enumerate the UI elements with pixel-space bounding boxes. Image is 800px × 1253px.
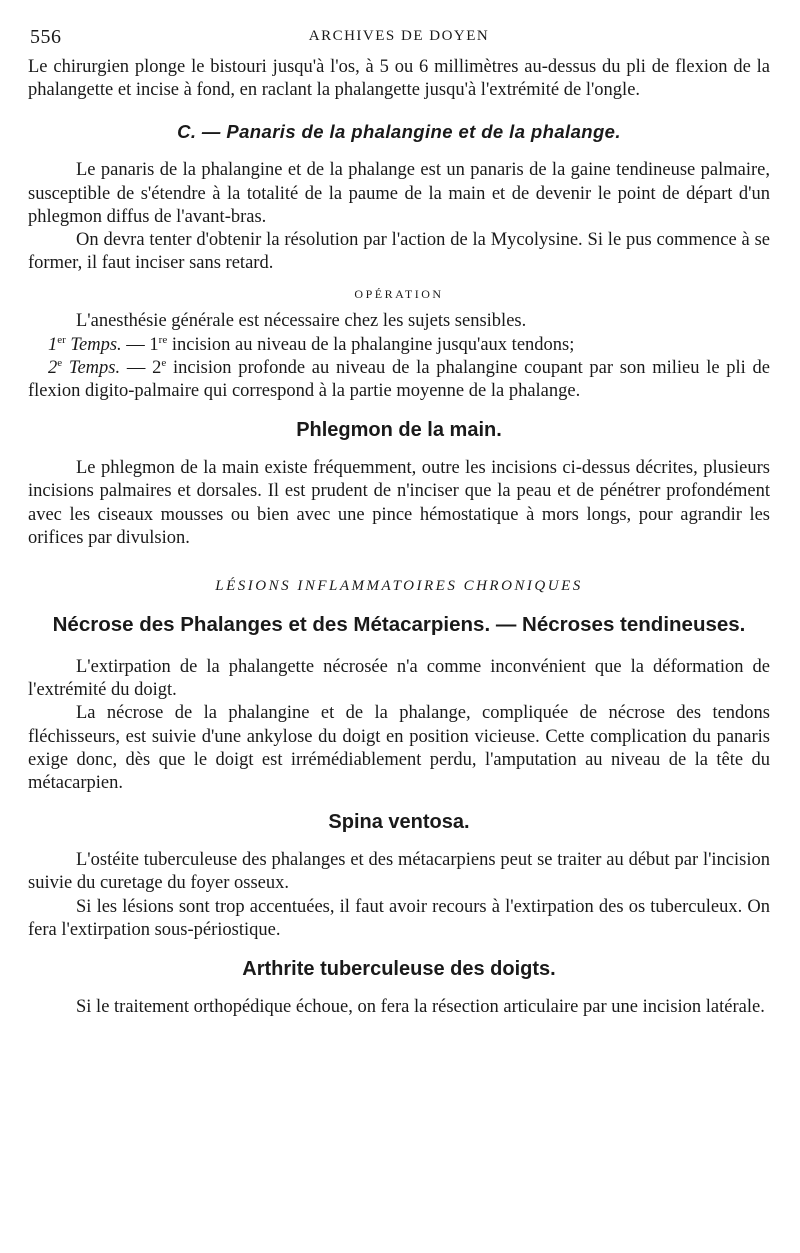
paragraph-osteite: L'ostéite tuberculeuse des phalanges et des métacarpiens peut se traiter au début par l'incision suivie du curetage du foyer osseux. <box>28 850 770 894</box>
running-title: ARCHIVES DE DOYEN <box>308 28 490 44</box>
paragraph-necrose-phalangine: La nécrose de la phalangine et de la phalange, compliquée de nécrose des tendons fléchisseurs, est suivie d'une ankylose du doigt en position vicieuse. Cette complication du panaris exige donc, dès que le doigt est irrémédiablement perdu, l'amputation au niveau de la tête du métacarpien. <box>28 703 770 794</box>
operation-heading: OPÉRATION <box>354 287 444 302</box>
paragraph-arthrite: Si le traitement orthopédique échoue, on fera la résection articulaire par une incision latérale. <box>76 997 765 1018</box>
section-c-heading: C. — Panaris de la phalangine et de la phalange. <box>177 121 621 143</box>
temps-2-incision-number: 2 <box>152 357 162 378</box>
arthrite-heading: Arthrite tuberculeuse des doigts. <box>242 958 556 981</box>
lesions-section-heading: LÉSIONS INFLAMMATOIRES CHRONIQUES <box>215 578 583 595</box>
paragraph-temps-1: 1er Temps. — 1re incision au niveau de la phalangine jusqu'aux tendons; <box>48 333 575 355</box>
paragraph-panaris-description: Le panaris de la phalangine et de la phalange est un panaris de la gaine tendineuse palmaire, susceptible de s'étendre à la totalité de la paume de la main et de devenir le point de départ d'un phlegmon diffus de l'avant-bras. <box>28 160 770 227</box>
paragraph-extirpation: Si les lésions sont trop accentuées, il faut avoir recours à l'extirpation des os tuberculeux. On fera l'extirpation sous-périostique. <box>28 896 770 940</box>
paragraph-temps-2: 2e Temps. — 2e incision profonde au niveau de la phalangine coupant par son milieu le pli de flexion digito-palmaire qui correspond à la partie moyenne de la phalange. <box>28 356 771 402</box>
paragraph-phalangette-incision: Le chirurgien plonge le bistouri jusqu'à l'os, à 5 ou 6 millimètres au-dessus du pli de flexion de la phalangette et incise à fond, en raclant la phalangette jusqu'à l'extrémité de l'ongle. <box>28 57 770 101</box>
temps-2-superscript: e <box>57 356 63 369</box>
temps-1-number: 1 <box>48 334 58 355</box>
temps-2-number: 2 <box>48 357 58 378</box>
paragraph-anesthesie: L'anesthésie générale est nécessaire chez les sujets sensibles. <box>76 311 527 332</box>
temps-2-incision-superscript: e <box>161 356 167 369</box>
paragraph-mycolysine: On devra tenter d'obtenir la résolution par l'action de la Mycolysine. Si le pus commence à se former, il faut inciser sans retard. <box>28 230 770 274</box>
paragraph-phlegmon: Le phlegmon de la main existe fréquemment, outre les incisions ci-dessus décrites, plusieurs incisions palmaires et dorsales. Il est prudent de n'inciser que la peau et de pénétrer profondément avec les ciseaux mousses ou bien avec une pince hémostatique à mors longs, pour agrandir les orifices par divulsion. <box>28 458 770 548</box>
running-header <box>28 22 770 56</box>
temps-1-text: incision au niveau de la phalangine jusqu'aux tendons; <box>167 334 575 355</box>
spina-ventosa-heading: Spina ventosa. <box>328 811 470 834</box>
temps-1-incision-number: 1 <box>149 334 159 355</box>
temps-2-label: Temps. <box>62 357 121 378</box>
paragraph-necrose-phalangette: L'extirpation de la phalangette nécrosée n'a comme inconvénient que la déformation de l'extrémité du doigt. <box>28 657 770 701</box>
temps-2-text: incision profonde au niveau de la phalangine coupant par son milieu le pli de flexion digito-palmaire qui correspond à la partie moyenne de la phalange. <box>28 357 771 402</box>
necrose-heading: Nécrose des Phalanges et des Métacarpiens. — Nécroses tendineuses. <box>52 613 746 637</box>
page-number: 556 <box>30 26 62 48</box>
temps-1-incision-superscript: re <box>158 333 168 346</box>
temps-1-superscript: er <box>57 333 66 346</box>
phlegmon-heading: Phlegmon de la main. <box>296 419 502 442</box>
temps-1-label: Temps. <box>65 334 122 355</box>
